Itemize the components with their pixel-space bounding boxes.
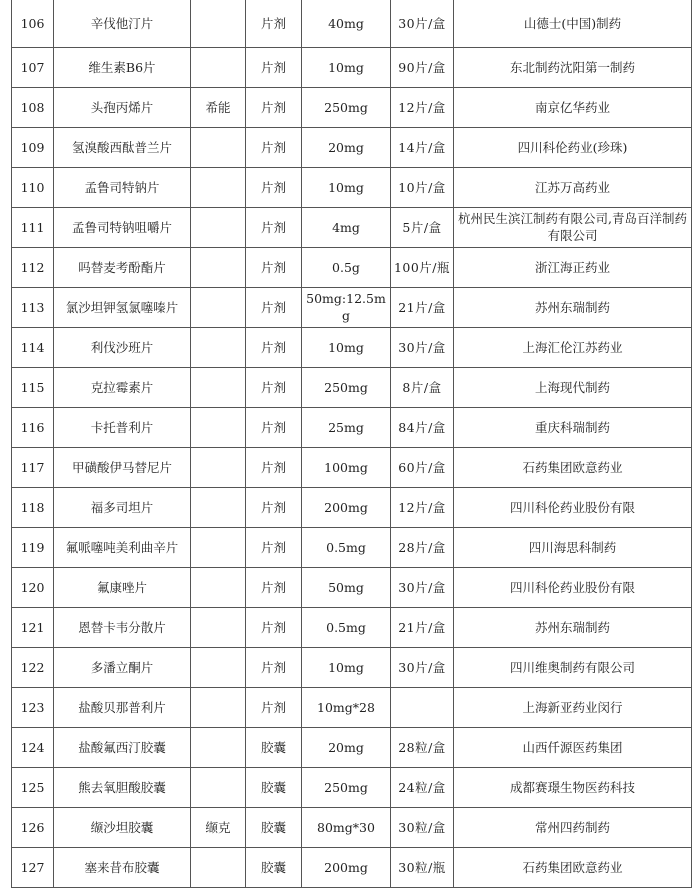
manufacturer-cell: 四川科伦药业股份有限	[454, 487, 692, 527]
package-cell: 90片/盒	[391, 47, 454, 87]
row-number-cell: 111	[12, 207, 54, 247]
row-number-cell: 119	[12, 527, 54, 567]
specification-cell: 100mg	[302, 447, 391, 487]
dosage-form-cell: 片剂	[246, 47, 302, 87]
row-number-cell: 114	[12, 327, 54, 367]
drug-name-cell: 氟康唑片	[54, 567, 191, 607]
manufacturer-cell: 南京亿华药业	[454, 87, 692, 127]
manufacturer-cell: 杭州民生滨江制药有限公司,青岛百洋制药有限公司	[454, 207, 692, 247]
manufacturer-cell: 成都赛璟生物医药科技	[454, 767, 692, 807]
row-number-cell: 125	[12, 767, 54, 807]
dosage-form-cell: 片剂	[246, 167, 302, 207]
manufacturer-cell: 四川科伦药业(珍珠)	[454, 127, 692, 167]
brand-name-cell	[191, 647, 246, 687]
specification-cell: 10mg	[302, 647, 391, 687]
row-number-cell: 121	[12, 607, 54, 647]
dosage-form-cell: 片剂	[246, 0, 302, 47]
specification-cell: 50mg	[302, 567, 391, 607]
package-cell: 14片/盒	[391, 127, 454, 167]
drug-name-cell: 甲磺酸伊马替尼片	[54, 447, 191, 487]
brand-name-cell	[191, 327, 246, 367]
package-cell: 30片/盒	[391, 327, 454, 367]
specification-cell: 80mg*30	[302, 807, 391, 847]
table-row	[12, 327, 692, 367]
specification-cell: 0.5mg	[302, 607, 391, 647]
row-number-cell: 107	[12, 47, 54, 87]
row-number-cell: 126	[12, 807, 54, 847]
table-row	[12, 407, 692, 447]
table-row	[12, 567, 692, 607]
brand-name-cell	[191, 727, 246, 767]
drug-name-cell: 孟鲁司特钠片	[54, 167, 191, 207]
package-cell: 5片/盒	[391, 207, 454, 247]
manufacturer-cell: 石药集团欧意药业	[454, 847, 692, 887]
specification-cell: 20mg	[302, 727, 391, 767]
table-row	[12, 527, 692, 567]
manufacturer-cell: 山德士(中国)制药	[454, 0, 692, 47]
drug-name-cell: 吗替麦考酚酯片	[54, 247, 191, 287]
manufacturer-cell: 常州四药制药	[454, 807, 692, 847]
row-number-cell: 106	[12, 0, 54, 47]
specification-cell: 10mg	[302, 47, 391, 87]
package-cell: 30粒/盒	[391, 807, 454, 847]
drug-name-cell: 塞来昔布胶囊	[54, 847, 191, 887]
row-number-cell: 109	[12, 127, 54, 167]
dosage-form-cell: 片剂	[246, 647, 302, 687]
specification-cell: 4mg	[302, 207, 391, 247]
brand-name-cell: 缬克	[191, 807, 246, 847]
drug-name-cell: 孟鲁司特钠咀嚼片	[54, 207, 191, 247]
package-cell: 24粒/盒	[391, 767, 454, 807]
package-cell	[391, 687, 454, 727]
row-number-cell: 122	[12, 647, 54, 687]
dosage-form-cell: 胶囊	[246, 767, 302, 807]
specification-cell: 200mg	[302, 487, 391, 527]
brand-name-cell	[191, 847, 246, 887]
drug-name-cell: 氟哌噻吨美利曲辛片	[54, 527, 191, 567]
dosage-form-cell: 片剂	[246, 567, 302, 607]
row-number-cell: 108	[12, 87, 54, 127]
table-row	[12, 607, 692, 647]
package-cell: 28粒/盒	[391, 727, 454, 767]
specification-cell: 10mg	[302, 167, 391, 207]
drug-price-table	[11, 0, 692, 888]
package-cell: 21片/盒	[391, 607, 454, 647]
manufacturer-cell: 上海汇伦江苏药业	[454, 327, 692, 367]
specification-cell: 250mg	[302, 767, 391, 807]
drug-name-cell: 盐酸贝那普利片	[54, 687, 191, 727]
dosage-form-cell: 片剂	[246, 607, 302, 647]
dosage-form-cell: 片剂	[246, 527, 302, 567]
manufacturer-cell: 四川海思科制药	[454, 527, 692, 567]
specification-cell: 200mg	[302, 847, 391, 887]
brand-name-cell	[191, 687, 246, 727]
brand-name-cell	[191, 47, 246, 87]
brand-name-cell	[191, 767, 246, 807]
drug-name-cell: 维生素B6片	[54, 47, 191, 87]
manufacturer-cell: 四川维奥制药有限公司	[454, 647, 692, 687]
table-row	[12, 647, 692, 687]
drug-name-cell: 恩替卡韦分散片	[54, 607, 191, 647]
row-number-cell: 124	[12, 727, 54, 767]
package-cell: 21片/盒	[391, 287, 454, 327]
dosage-form-cell: 胶囊	[246, 727, 302, 767]
brand-name-cell	[191, 487, 246, 527]
drug-name-cell: 辛伐他汀片	[54, 0, 191, 47]
manufacturer-cell: 重庆科瑞制药	[454, 407, 692, 447]
table-row	[12, 127, 692, 167]
brand-name-cell	[191, 0, 246, 47]
row-number-cell: 118	[12, 487, 54, 527]
table-row	[12, 87, 692, 127]
table-row	[12, 47, 692, 87]
specification-cell: 40mg	[302, 0, 391, 47]
table-row	[12, 247, 692, 287]
drug-name-cell: 福多司坦片	[54, 487, 191, 527]
drug-name-cell: 氢溴酸西酞普兰片	[54, 127, 191, 167]
brand-name-cell	[191, 247, 246, 287]
dosage-form-cell: 片剂	[246, 447, 302, 487]
dosage-form-cell: 片剂	[246, 367, 302, 407]
manufacturer-cell: 上海现代制药	[454, 367, 692, 407]
dosage-form-cell: 片剂	[246, 87, 302, 127]
table-row	[12, 0, 692, 47]
row-number-cell: 116	[12, 407, 54, 447]
row-number-cell: 113	[12, 287, 54, 327]
brand-name-cell	[191, 127, 246, 167]
table-row	[12, 767, 692, 807]
row-number-cell: 115	[12, 367, 54, 407]
brand-name-cell	[191, 287, 246, 327]
package-cell: 10片/盒	[391, 167, 454, 207]
drug-name-cell: 卡托普利片	[54, 407, 191, 447]
brand-name-cell	[191, 207, 246, 247]
specification-cell: 20mg	[302, 127, 391, 167]
package-cell: 8片/盒	[391, 367, 454, 407]
brand-name-cell	[191, 567, 246, 607]
manufacturer-cell: 上海新亚药业闵行	[454, 687, 692, 727]
row-number-cell: 127	[12, 847, 54, 887]
specification-cell: 10mg*28	[302, 687, 391, 727]
table-row	[12, 727, 692, 767]
specification-cell: 0.5g	[302, 247, 391, 287]
dosage-form-cell: 片剂	[246, 487, 302, 527]
drug-name-cell: 缬沙坦胶囊	[54, 807, 191, 847]
row-number-cell: 117	[12, 447, 54, 487]
table-row	[12, 687, 692, 727]
package-cell: 30粒/瓶	[391, 847, 454, 887]
package-cell: 12片/盒	[391, 87, 454, 127]
specification-cell: 0.5mg	[302, 527, 391, 567]
package-cell: 28片/盒	[391, 527, 454, 567]
table-body	[12, 0, 692, 887]
brand-name-cell	[191, 167, 246, 207]
drug-name-cell: 多潘立酮片	[54, 647, 191, 687]
row-number-cell: 112	[12, 247, 54, 287]
drug-name-cell: 氯沙坦钾氢氯噻嗪片	[54, 287, 191, 327]
package-cell: 30片/盒	[391, 567, 454, 607]
manufacturer-cell: 山西仟源医药集团	[454, 727, 692, 767]
drug-name-cell: 盐酸氟西汀胶囊	[54, 727, 191, 767]
dosage-form-cell: 胶囊	[246, 807, 302, 847]
dosage-form-cell: 片剂	[246, 407, 302, 447]
specification-cell: 250mg	[302, 367, 391, 407]
package-cell: 30片/盒	[391, 0, 454, 47]
table-row	[12, 287, 692, 327]
package-cell: 60片/盒	[391, 447, 454, 487]
manufacturer-cell: 浙江海正药业	[454, 247, 692, 287]
manufacturer-cell: 苏州东瑞制药	[454, 287, 692, 327]
row-number-cell: 110	[12, 167, 54, 207]
package-cell: 30片/盒	[391, 647, 454, 687]
drug-name-cell: 克拉霉素片	[54, 367, 191, 407]
table-row	[12, 447, 692, 487]
manufacturer-cell: 四川科伦药业股份有限	[454, 567, 692, 607]
specification-cell: 25mg	[302, 407, 391, 447]
package-cell: 100片/瓶	[391, 247, 454, 287]
dosage-form-cell: 片剂	[246, 247, 302, 287]
drug-name-cell: 利伐沙班片	[54, 327, 191, 367]
row-number-cell: 123	[12, 687, 54, 727]
table-row	[12, 807, 692, 847]
dosage-form-cell: 片剂	[246, 687, 302, 727]
manufacturer-cell: 苏州东瑞制药	[454, 607, 692, 647]
manufacturer-cell: 石药集团欧意药业	[454, 447, 692, 487]
table-row	[12, 167, 692, 207]
specification-cell: 250mg	[302, 87, 391, 127]
dosage-form-cell: 片剂	[246, 127, 302, 167]
manufacturer-cell: 江苏万高药业	[454, 167, 692, 207]
package-cell: 84片/盒	[391, 407, 454, 447]
table-row	[12, 487, 692, 527]
drug-name-cell: 熊去氧胆酸胶囊	[54, 767, 191, 807]
table-row	[12, 207, 692, 247]
dosage-form-cell: 片剂	[246, 327, 302, 367]
brand-name-cell	[191, 407, 246, 447]
brand-name-cell	[191, 447, 246, 487]
dosage-form-cell: 片剂	[246, 287, 302, 327]
dosage-form-cell: 胶囊	[246, 847, 302, 887]
row-number-cell: 120	[12, 567, 54, 607]
manufacturer-cell: 东北制药沈阳第一制药	[454, 47, 692, 87]
table-row	[12, 847, 692, 887]
specification-cell: 10mg	[302, 327, 391, 367]
dosage-form-cell: 片剂	[246, 207, 302, 247]
brand-name-cell	[191, 607, 246, 647]
brand-name-cell	[191, 367, 246, 407]
brand-name-cell	[191, 527, 246, 567]
package-cell: 12片/盒	[391, 487, 454, 527]
drug-name-cell: 头孢丙烯片	[54, 87, 191, 127]
brand-name-cell: 希能	[191, 87, 246, 127]
table-row	[12, 367, 692, 407]
specification-cell: 50mg:12.5mg	[302, 287, 391, 327]
